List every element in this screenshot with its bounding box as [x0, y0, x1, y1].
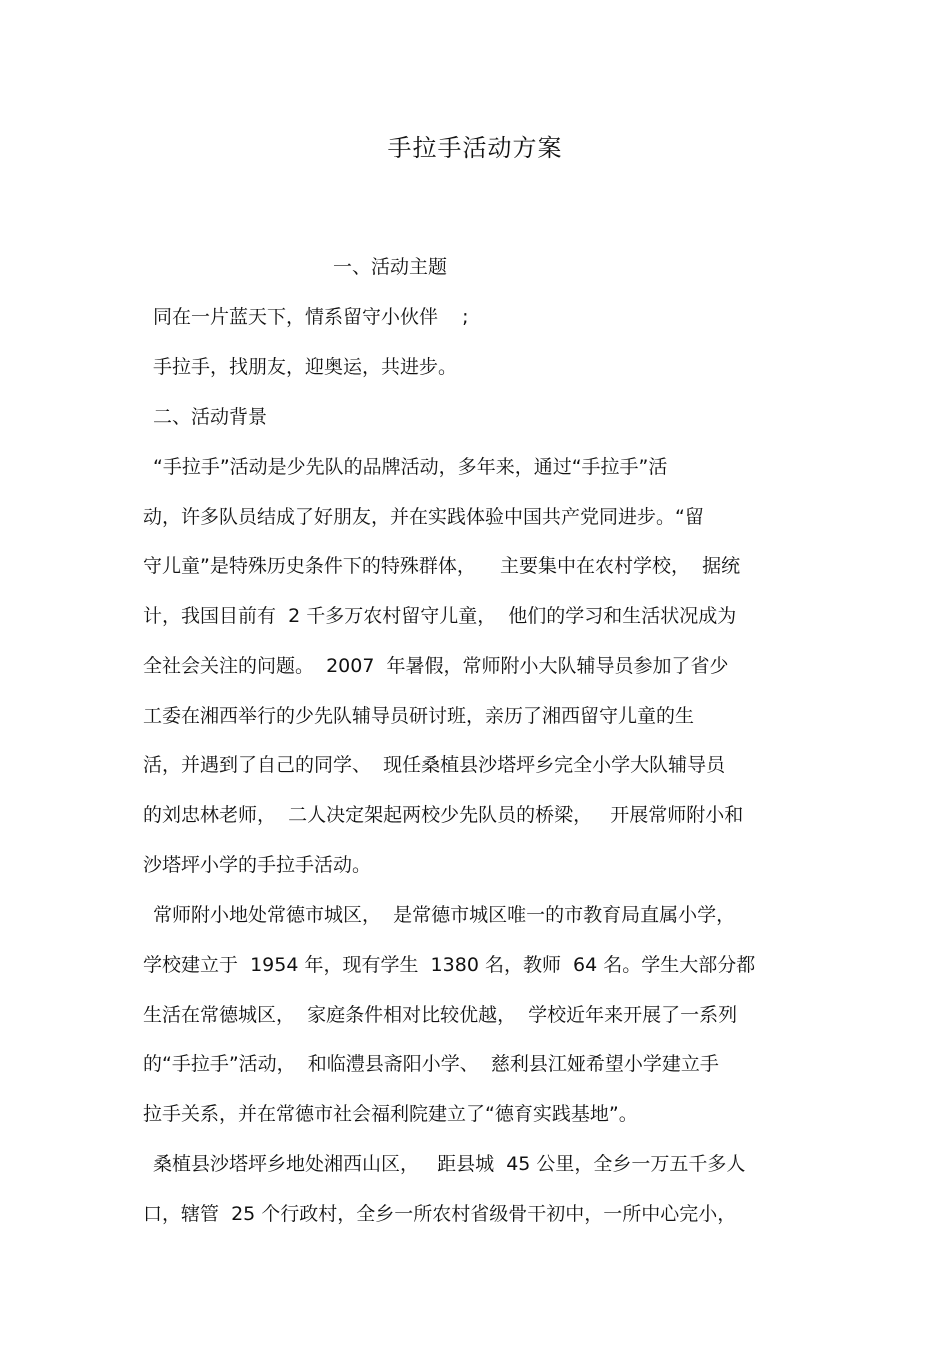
paragraph-line: 口，辖管 25 个行政村，全乡一所农村省级骨干初中，一所中心完小， [143, 1203, 737, 1225]
paragraph-line: 常师附小地处常德市城区， 是常德市城区唯一的市教育局直属小学， [153, 904, 736, 926]
paragraph-line: 活，并遇到了自己的同学、 现任桑植县沙塔坪乡完全小学大队辅导员 [143, 754, 726, 776]
paragraph-line: 手拉手，找朋友，迎奥运，共进步。 [153, 356, 458, 378]
document-title: 手拉手活动方案 [387, 134, 563, 162]
paragraph-line: 同在一片蓝天下，情系留守小伙伴 ; [153, 306, 469, 328]
paragraph-line: 桑植县沙塔坪乡地处湘西山区， 距县城 45 公里，全乡一万五千多人 [153, 1153, 746, 1175]
section-heading-background: 二、活动背景 [153, 406, 268, 428]
paragraph-line: 学校建立于 1954 年，现有学生 1380 名，教师 64 名。学生大部分都 [143, 954, 756, 976]
paragraph-line: 计，我国目前有 2 千多万农村留守儿童， 他们的学习和生活状况成为 [143, 605, 737, 627]
paragraph-line: 的刘忠林老师， 二人决定架起两校少先队员的桥梁， 开展常师附小和 [143, 804, 744, 826]
paragraph-line: “手拉手”活动是少先队的品牌活动，多年来，通过“手拉手”活 [153, 456, 668, 478]
section-heading-theme: 一、活动主题 [333, 256, 448, 278]
paragraph-line: 沙塔坪小学的手拉手活动。 [143, 854, 372, 876]
paragraph-line: 工委在湘西举行的少先队辅导员研讨班，亲历了湘西留守儿童的生 [143, 705, 695, 727]
paragraph-line: 拉手关系，并在常德市社会福利院建立了“德育实践基地”。 [143, 1103, 638, 1125]
paragraph-line: 动，许多队员结成了好朋友，并在实践体验中国共产党同进步。“留 [143, 506, 704, 528]
paragraph-line: 全社会关注的问题。 2007 年暑假，常师附小大队辅导员参加了省少 [143, 655, 729, 677]
paragraph-line: 的“手拉手”活动， 和临澧县斋阳小学、 慈利县江娅希望小学建立手 [143, 1053, 719, 1075]
paragraph-line: 守儿童”是特殊历史条件下的特殊群体， 主要集中在农村学校， 据统 [143, 555, 741, 577]
paragraph-line: 生活在常德城区， 家庭条件相对比较优越， 学校近年来开展了一系列 [143, 1004, 738, 1026]
